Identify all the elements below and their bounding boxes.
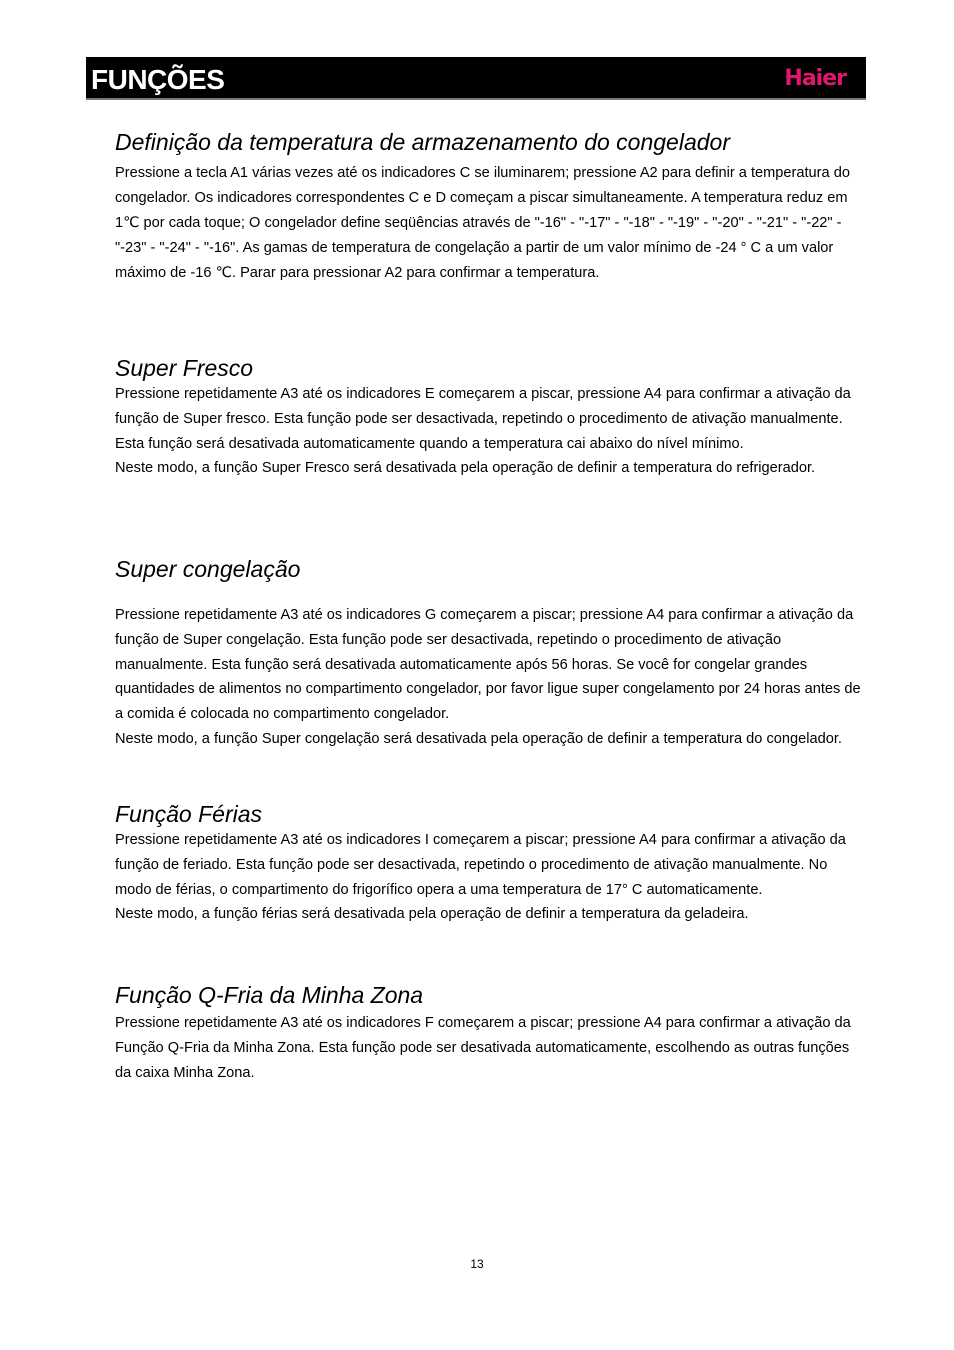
paragraph: Pressione repetidamente A3 até os indicadores E começarem a piscar, pressione A4 para confirmar a ativação da função de Super fresco. Esta função pode ser desactivada, repetindo o procedimento de ativação manualmente. Esta função será desativada automaticamente quando a temperatura cai abaixo do nível mínimo. bbox=[115, 386, 851, 452]
paragraph: Pressione repetidamente A3 até os indicadores I começarem a piscar; pressione A4 para confirmar a ativação da função de feriado. Esta função pode ser desactivada, repetindo o procedimento de ativação manualmente. No modo de férias, o compartimento do frigorífico opera a uma temperatura de 17° C automaticamente. bbox=[115, 832, 846, 898]
section-holiday bbox=[115, 800, 865, 927]
section-freezer-temperature bbox=[115, 128, 865, 286]
paragraph: Neste modo, a função Super congelação será desativada pela operação de definir a temperatura do congelador. bbox=[115, 730, 842, 747]
paragraph: Neste modo, a função férias será desativada pela operação de definir a temperatura da geladeira. bbox=[115, 906, 749, 923]
section-my-zone-quick-cool bbox=[115, 981, 865, 1086]
paragraph: Pressione a tecla A1 várias vezes até os indicadores C se iluminarem; pressione A2 para definir a temperatura do congelador. Os indicadores correspondentes C e D começam a piscar simultaneamente. A temperatura reduz em 1℃ por cada toque; O congelador define seqüências através de "-16" - "-17" - "-18" - "-19" - "-20" - "-21" - "-22" - "-23" - "-24" - "-16". As gamas de temperatura de congelação a partir de um valor mínimo de -24 ° C a um valor máximo de -16 ℃. Parar para pressionar A2 para confirmar a temperatura. bbox=[115, 165, 850, 281]
section-super-freeze bbox=[115, 555, 865, 752]
page-title: FUNÇÕES bbox=[91, 64, 225, 95]
section-title: Função Q-Fria da Minha Zona bbox=[115, 982, 424, 1008]
section-super-fresh bbox=[115, 354, 865, 481]
paragraph: Pressione repetidamente A3 até os indicadores G começarem a piscar; pressione A4 para confirmar a ativação da função de Super congelação. Esta função pode ser desactivada, repetindo o procedimento de ativação manualmente. Esta função será desativada automaticamente após 56 horas. Se você for congelar grandes quantidades de alimentos no compartimento congelador, por favor ligue super congelamento por 24 horas antes de a comida é colocada no compartimento congelador. bbox=[115, 607, 861, 723]
haier-logo: Haier bbox=[784, 66, 846, 91]
section-title: Super congelação bbox=[115, 556, 301, 582]
section-title: Função Férias bbox=[115, 801, 263, 827]
section-title: Super Fresco bbox=[115, 355, 254, 381]
section-header-bar bbox=[86, 57, 866, 100]
paragraph: Neste modo, a função Super Fresco será desativada pela operação de definir a temperatura do refrigerador. bbox=[115, 460, 816, 477]
page-number: 13 bbox=[470, 1257, 484, 1271]
paragraph: Pressione repetidamente A3 até os indicadores F começarem a piscar; pressione A4 para confirmar a ativação da Função Q-Fria da Minha Zona. Esta função pode ser desativada automaticamente, escolhendo as outras funções da caixa Minha Zona. bbox=[115, 1015, 851, 1081]
section-title: Definição da temperatura de armazenamento do congelador bbox=[115, 129, 730, 155]
